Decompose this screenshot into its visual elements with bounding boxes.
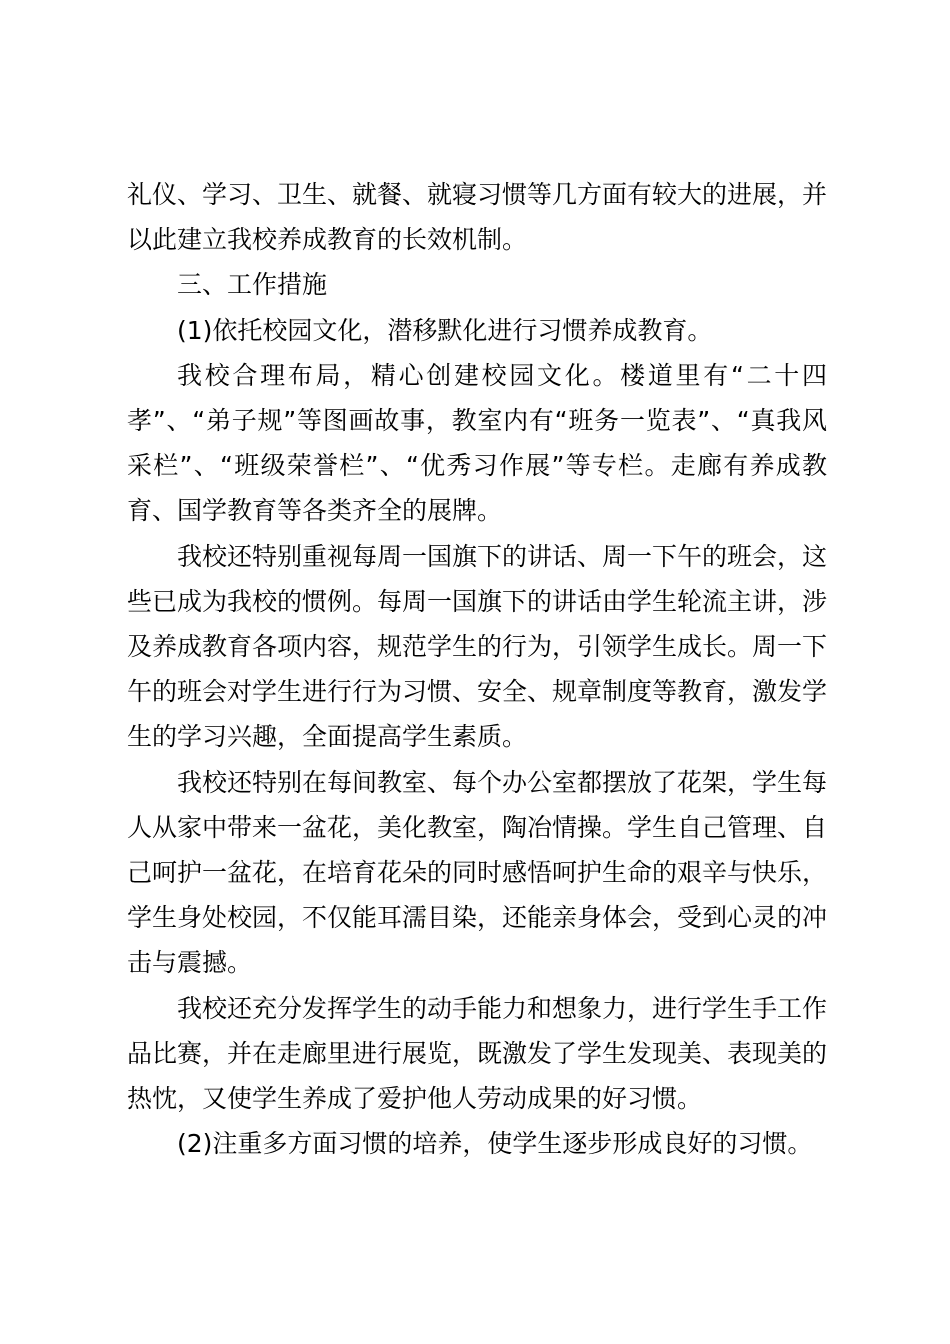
paragraph-flag-speech-class-meeting: 我校还特别重视每周一国旗下的讲话、周一下午的班会，这些已成为我校的惯例。每周一国旗下的讲话由学生轮流主讲，涉及养成教育各项内容，规范学生的行为，引领学生成长。周一下午的班会对学生进行行为习惯、安全、规章制度等教育，激发学生的学习兴趣，全面提高学生素质。: [127, 541, 828, 752]
paragraph-campus-layout: 我校合理布局，精心创建校园文化。楼道里有“二十四孝”、“弟子规”等图画故事，教室内有“班务一览表”、“真我风采栏”、“班级荣誉栏”、“优秀习作展”等专栏。走廊有养成教育、国学教育等各类齐全的展牌。: [127, 360, 827, 526]
paragraph-flower-stands: 我校还特别在每间教室、每个办公室都摆放了花架，学生每人从家中带来一盆花，美化教室，陶冶情操。学生自己管理、自己呵护一盆花，在培育花朵的同时感悟呵护生命的艰辛与快乐，学生身处校园，不仅能耳濡目染，还能亲身体会，受到心灵的冲击与震撼。: [127, 767, 828, 978]
subheading-campus-culture: (1)依托校园文化，潜移默化进行习惯养成教育。: [177, 315, 713, 345]
section-heading-work-measures: 三、工作措施: [177, 270, 328, 300]
paragraph-continuation: 礼仪、学习、卫生、就餐、就寝习惯等几方面有较大的进展，并以此建立我校养成教育的长效机制。: [127, 180, 828, 255]
paragraph-handcraft-contest: 我校还充分发挥学生的动手能力和想象力，进行学生手工作品比赛，并在走廊里进行展览，既激发了学生发现美、表现美的热忱，又使学生养成了爱护他人劳动成果的好习惯。: [127, 993, 828, 1114]
document-body: [127, 172, 827, 1166]
subheading-multiple-habits: (2)注重多方面习惯的培养，使学生逐步形成良好的习惯。: [177, 1129, 813, 1159]
